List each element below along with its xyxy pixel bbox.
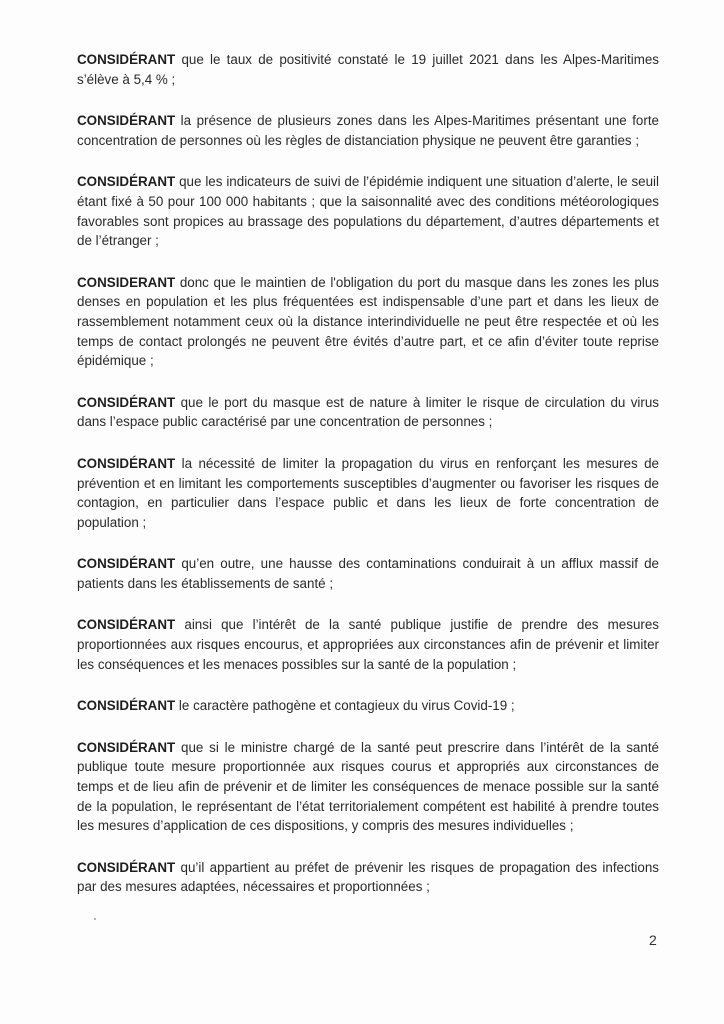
considerant-paragraph-1 xyxy=(77,50,659,89)
considerant-paragraph-4 xyxy=(77,273,659,371)
considerant-paragraph-5 xyxy=(77,393,659,432)
considerant-paragraph-9 xyxy=(77,696,659,716)
paragraph-keyword: CONSIDÉRANT xyxy=(77,52,176,67)
paragraph-keyword: CONSIDÉRANT xyxy=(77,617,176,633)
considerant-paragraph-7 xyxy=(77,554,659,593)
paragraph-text: que le taux de positivité constaté le 19 juillet 2021 dans les Alpes-Maritimes s’élève à 5,4 % ; xyxy=(77,52,659,87)
paragraph-text: qu’il appartient au préfet de prévenir les risques de propagation des infections par des mesures adaptées, nécessaires et proportionnées ; xyxy=(77,859,659,895)
paragraph-text: la nécessité de limiter la propagation du virus en renforçant les mesures de prévention et en limitant les comportements susceptibles d’augmenter ou favoriser les risques de contagion, en particulier dans l’espace public et dans les lieux de forte concentration de population ; xyxy=(77,455,659,530)
paragraph-text: qu’en outre, une hausse des contaminations conduirait à un afflux massif de patients dans les établissements de santé ; xyxy=(77,556,659,591)
paragraph-keyword: CONSIDÉRANT xyxy=(77,455,176,471)
considerant-paragraph-2 xyxy=(77,111,659,150)
paragraph-text: la présence de plusieurs zones dans les Alpes-Maritimes présentant une forte concentration de personnes où les règles de distanciation physique ne peuvent être garanties ; xyxy=(77,113,659,148)
paragraph-text: que si le ministre chargé de la santé peut prescrire dans l’intérêt de la santé publique toute mesure proportionnée aux risques courus et appropriés aux circonstances de temps et de lieu afin de prévenir et de limiter les conséquences de menace possible sur la santé de la population, le représentant de l’état territorialement compétent est habilité à prendre toutes les mesures d’application de ces dispositions, y compris des mesures individuelles ; xyxy=(77,739,659,834)
considerant-paragraph-3 xyxy=(77,172,659,250)
paragraph-keyword: CONSIDERANT xyxy=(77,274,176,290)
scan-speck xyxy=(94,918,96,920)
paragraph-text: donc que le maintien de l'obligation du port du masque dans les zones les plus denses en population et les plus fréquentées est indispensable d’une part et dans les lieux de rassemblement notamment ceux où la distance interindividuelle ne peut être respectée et où les temps de contact prolongés ne peuvent être évités d’autre part, et ce afin d’éviter toute reprise épidémique ; xyxy=(77,274,659,369)
considerant-paragraph-6 xyxy=(77,454,659,532)
paragraph-keyword: CONSIDÉRANT xyxy=(77,698,176,714)
considerant-paragraph-10 xyxy=(77,738,659,836)
paragraph-keyword: CONSIDÉRANT xyxy=(77,174,176,190)
paragraph-keyword: CONSIDÉRANT xyxy=(77,859,176,875)
considerant-paragraph-11 xyxy=(77,858,659,897)
paragraph-text: que les indicateurs de suivi de l’épidémie indiquent une situation d’alerte, le seuil étant fixé à 50 pour 100 000 habitants ; que la saisonnalité avec des conditions météorologiques favorables sont propices au brassage des populations du département, d’autres départements et de l’étranger ; xyxy=(77,174,659,249)
considerant-paragraph-8 xyxy=(77,615,659,674)
paragraph-keyword: CONSIDÉRANT xyxy=(77,739,176,755)
paragraph-text: que le port du masque est de nature à limiter le risque de circulation du virus dans l’espace public caractérisé par une concentration de personnes ; xyxy=(77,394,659,430)
document-body xyxy=(77,50,659,919)
paragraph-text: le caractère pathogène et contagieux du virus Covid-19 ; xyxy=(175,698,515,714)
paragraph-text: ainsi que l’intérêt de la santé publique justifie de prendre des mesures proportionnées aux risques encourus, et appropriées aux circonstances afin de prévenir et limiter les conséquences et les menaces possibles sur la santé de la population ; xyxy=(77,617,659,672)
paragraph-keyword: CONSIDÉRANT xyxy=(77,113,176,129)
page-number: 2 xyxy=(649,932,657,948)
paragraph-keyword: CONSIDÉRANT xyxy=(77,394,176,410)
paragraph-keyword: CONSIDÉRANT xyxy=(77,556,176,572)
